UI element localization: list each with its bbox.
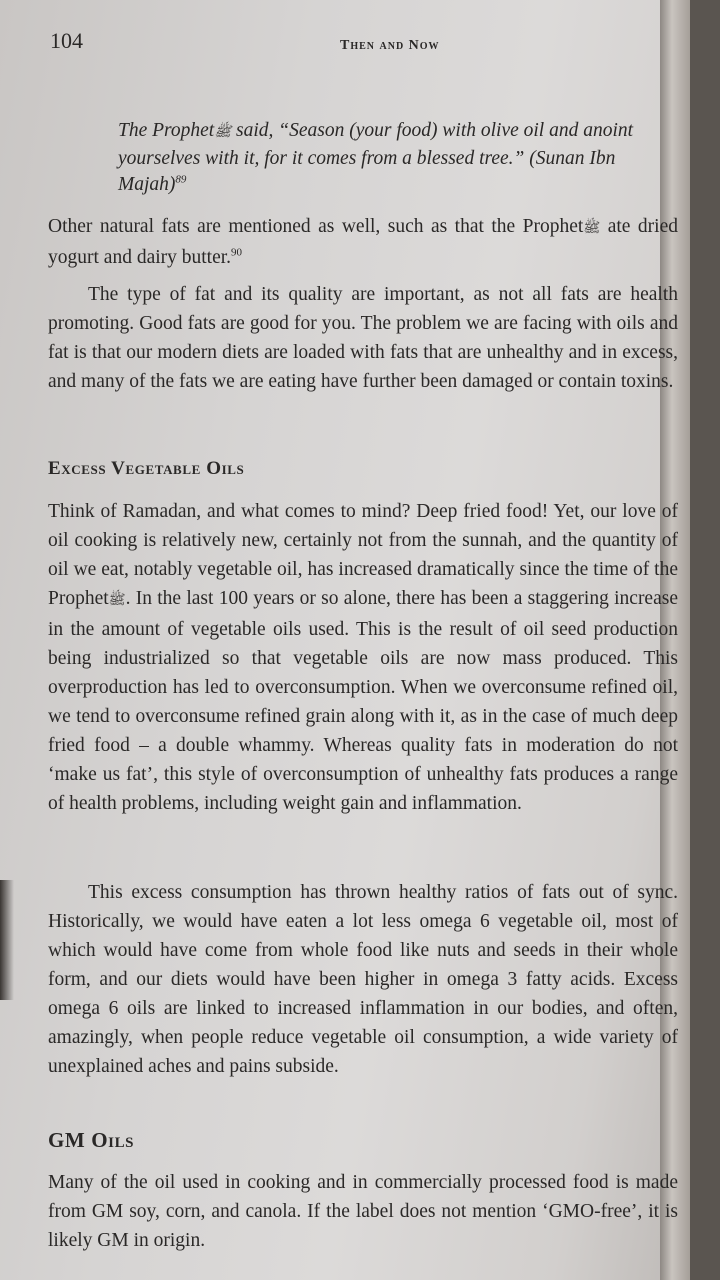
ramadan-text-1: Think of Ramadan, and what comes to mind? Deep fried food! Yet, our love of oil cooking is relatively new, certainly not from the sunnah, and the quantity of oil we eat, notably vegetable oil, has increased dramatically since the time of the Prophet	[48, 501, 678, 609]
running-head: Then and Now	[340, 38, 440, 53]
footnote-ref: 89	[175, 173, 187, 186]
fats-text-2: ate dried yogurt and dairy butter.	[48, 216, 678, 268]
heading-excess-vegetable-oils: Excess Vegetable Oils	[48, 458, 245, 479]
fats-text-1: Other natural fats are mentioned as well, such as that the Prophet	[48, 216, 584, 237]
paragraph-excess-consumption: This excess consumption has thrown healthy ratios of fats out of sync. Historically, we would have eaten a lot less omega 6 vegetable oil, most of which would have come from whole food like nuts and seeds in their whole form, and our diets would have been higher in omega 3 fatty acids. Excess omega 6 oils are linked to increased inflammation in our bodies, and often, amazingly, when people reduce vegetable oil consumption, a wide variety of unexplained aches and pains subside.	[48, 882, 678, 1077]
footnote-ref: 90	[231, 246, 243, 259]
hadith-quote	[118, 118, 678, 198]
paragraph-ramadan	[48, 497, 678, 818]
salla-icon: ﷺ	[108, 593, 126, 608]
paragraph-gm-oils: Many of the oil used in cooking and in commercially processed food is made from GM soy, corn, and canola. If the label does not mention ‘GMO-free’, it is likely GM in origin.	[48, 1172, 678, 1251]
salla-icon: ﷺ	[583, 221, 601, 236]
ramadan-text-2: . In the last 100 years or so alone, there has been a staggering increase in the amount of vegetable oils used. This is the result of oil seed production being industrialized so that vegetable oils are now mass produced. This overproduction has led to overconsumption. When we overconsume refined oil, we tend to overconsume refined grain along with it, as in the case of much deep fried food – a double whammy. Whereas quality fats in moderation do not ‘make us fat’, this style of overconsumption of unhealthy fats produces a range of health problems, including weight gain and inflammation.	[48, 588, 678, 814]
quote-text-2: said, “Season (your food) with olive oil and anoint yourselves with it, for it comes from a blessed tree.” (Sunan Ibn Majah)	[118, 120, 634, 195]
page-shadow	[0, 880, 14, 1000]
quote-text-1: The Prophet	[118, 120, 215, 141]
paragraph-natural-fats	[48, 212, 678, 272]
page-number: 104	[50, 28, 83, 53]
heading-gm-oils: GM Oils	[48, 1128, 135, 1152]
salla-icon: ﷺ	[214, 125, 232, 140]
paragraph-fat-type: The type of fat and its quality are important, as not all fats are health promoting. Good fats are good for you. The problem we are facing with oils and fat is that our modern diets are loaded with fats that are unhealthy and in excess, and many of the fats we are eating have further been damaged or contain toxins.	[48, 284, 678, 392]
